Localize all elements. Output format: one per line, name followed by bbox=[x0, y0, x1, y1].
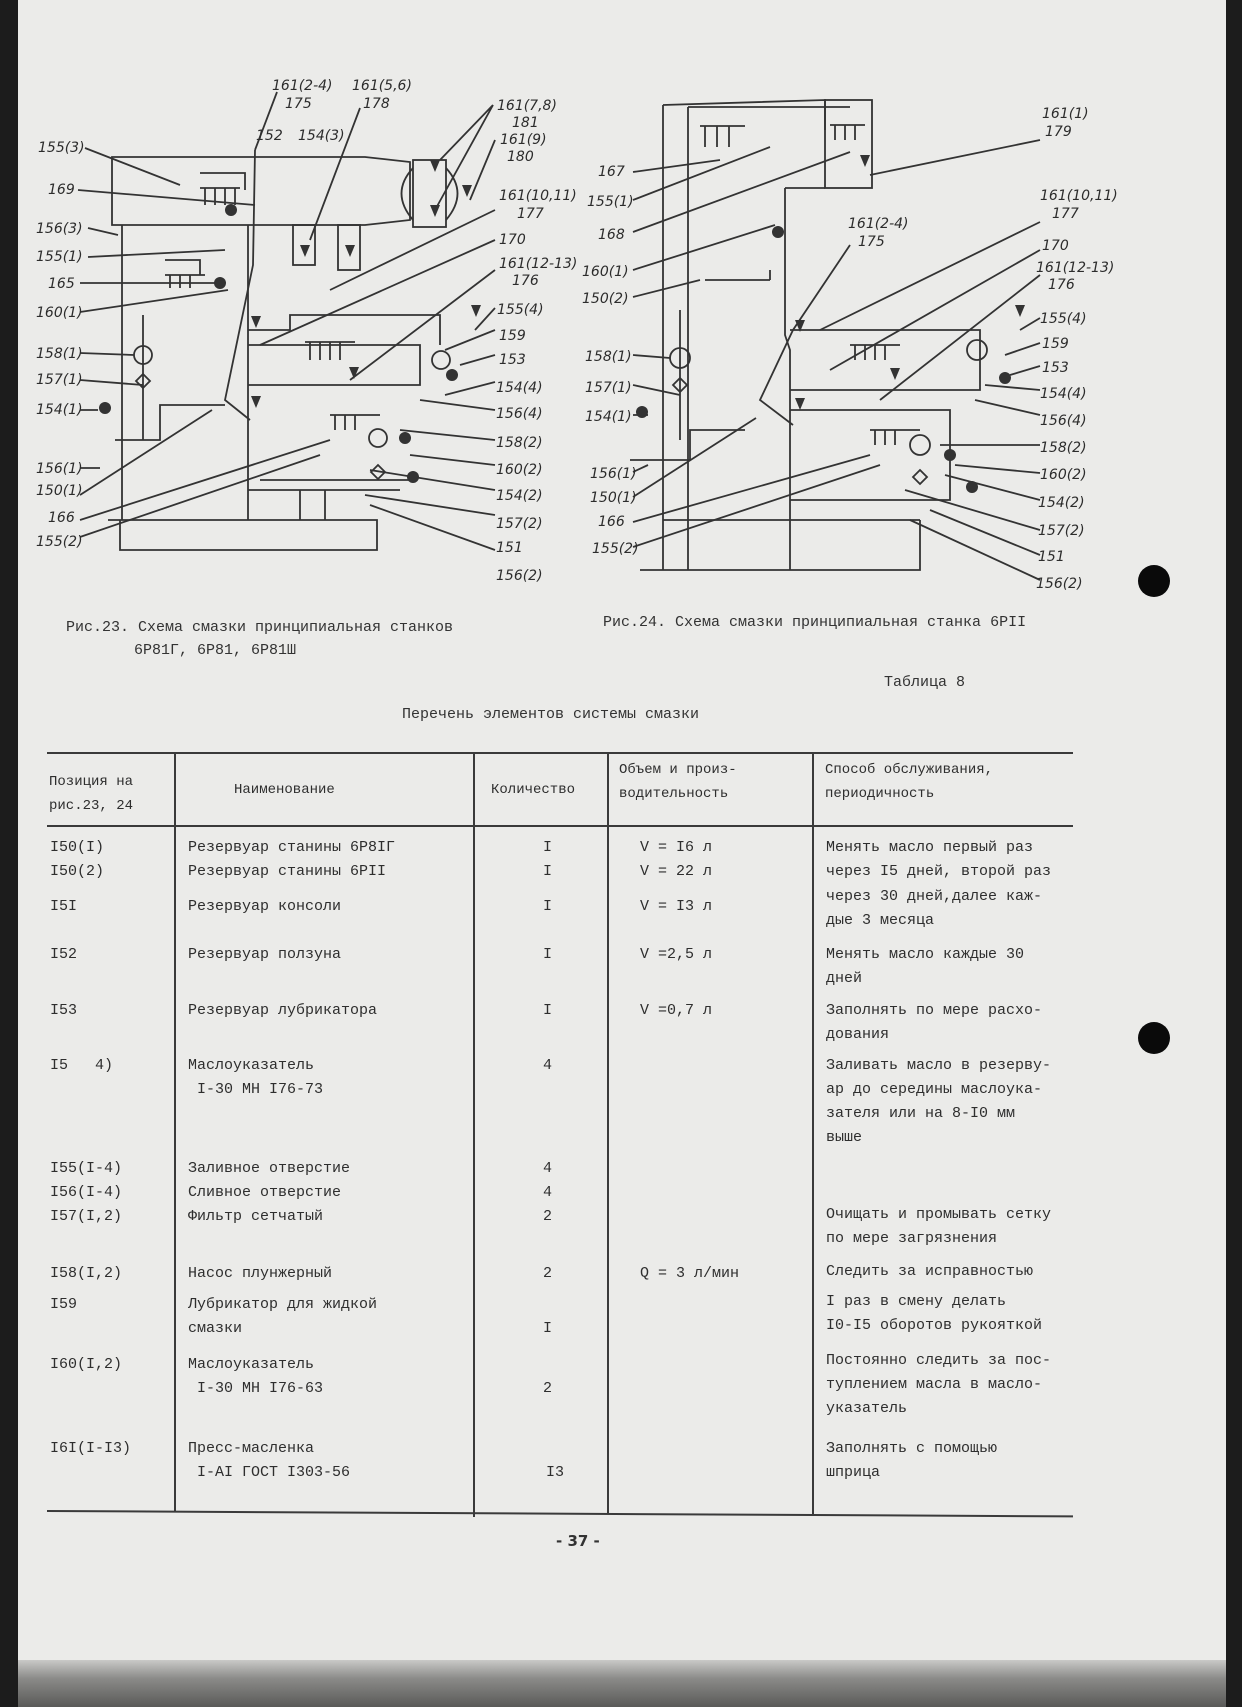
cell-name: Резервуар ползуна bbox=[188, 946, 342, 963]
callout-label: 177 bbox=[517, 206, 544, 222]
callout-label: 165 bbox=[48, 276, 75, 292]
callout-label: 150(1) bbox=[36, 483, 83, 499]
callout-label: 154(2) bbox=[1038, 495, 1085, 511]
column-divider bbox=[473, 752, 475, 1517]
callout-label: 161(1) bbox=[1042, 106, 1089, 122]
callout-label: 161(2-4) bbox=[848, 216, 909, 232]
callout-label: 154(1) bbox=[36, 402, 83, 418]
cell-quantity: I bbox=[543, 946, 553, 963]
cell-name: Маслоуказатель I-30 МН I76-63 bbox=[188, 1356, 324, 1397]
lubrication-diagrams bbox=[0, 0, 1242, 600]
cell-quantity: I bbox=[543, 1320, 553, 1337]
callout-label: 156(2) bbox=[496, 568, 543, 584]
cell-position: I56(I-4) bbox=[50, 1184, 123, 1201]
callout-label: 156(3) bbox=[36, 221, 83, 237]
cell-quantity: I bbox=[543, 1002, 553, 1019]
callout-label: 181 bbox=[512, 115, 539, 131]
header-name: Наименование bbox=[234, 782, 335, 798]
callout-label: 155(2) bbox=[36, 534, 83, 550]
callout-label: 153 bbox=[499, 352, 526, 368]
column-divider bbox=[174, 752, 176, 1512]
cell-service: Заливать масло в резерву- ар до середины маслоука- зателя или на 8-I0 мм выше bbox=[826, 1057, 1052, 1146]
cell-position: I55(I-4) bbox=[50, 1160, 123, 1177]
callout-label: 158(2) bbox=[496, 435, 543, 451]
figure23-caption-models: 6Р81Г, 6Р81, 6Р81Ш bbox=[134, 642, 297, 659]
callout-label: 153 bbox=[1042, 360, 1069, 376]
callout-label: 159 bbox=[1042, 336, 1069, 352]
callout-label: 180 bbox=[507, 149, 534, 165]
callout-label: 154(2) bbox=[496, 488, 543, 504]
cell-quantity: I bbox=[543, 863, 553, 880]
callout-label: 155(1) bbox=[36, 249, 83, 265]
callout-label: 169 bbox=[48, 182, 75, 198]
callout-label: 158(1) bbox=[585, 349, 632, 365]
cell-name: Сливное отверстие bbox=[188, 1184, 342, 1201]
callout-label: 159 bbox=[499, 328, 526, 344]
callout-label: 155(3) bbox=[38, 140, 85, 156]
callout-label: 156(2) bbox=[1036, 576, 1083, 592]
callout-label: 161(10,11) bbox=[1040, 188, 1118, 204]
callout-label: 168 bbox=[598, 227, 625, 243]
cell-position: I57(I,2) bbox=[50, 1208, 123, 1225]
cell-volume: V = I3 л bbox=[640, 898, 713, 915]
table-title: Перечень элементов системы смазки bbox=[402, 706, 700, 723]
cell-quantity: 2 bbox=[543, 1208, 553, 1225]
cell-position: I60(I,2) bbox=[50, 1356, 123, 1373]
table-top-border bbox=[47, 752, 1073, 754]
callout-label: 177 bbox=[1052, 206, 1079, 222]
callout-label: 179 bbox=[1045, 124, 1072, 140]
callout-label: 160(2) bbox=[496, 462, 543, 478]
cell-position: I6I(I-I3) bbox=[50, 1440, 132, 1457]
cell-position: I53 bbox=[50, 1002, 78, 1019]
callout-label: 154(3) bbox=[298, 128, 345, 144]
cell-service: Заполнять с помощью шприца bbox=[826, 1440, 998, 1481]
callout-label: 150(1) bbox=[590, 490, 637, 506]
cell-position: I5I bbox=[50, 898, 78, 915]
header-volume: Объем и произ- водительность bbox=[619, 762, 737, 802]
cell-service: Заполнять по мере расхо- дования bbox=[826, 1002, 1043, 1043]
callout-label: 161(12-13) bbox=[1036, 260, 1115, 276]
figure23-caption: Рис.23. Схема смазки принципиальная станков bbox=[66, 619, 454, 636]
callout-label: 154(4) bbox=[1040, 386, 1087, 402]
callout-label: 155(4) bbox=[1040, 311, 1087, 327]
callout-label: 166 bbox=[598, 514, 625, 530]
header-quantity: Количество bbox=[491, 782, 576, 798]
callout-label: 160(1) bbox=[582, 264, 629, 280]
cell-name: Насос плунжерный bbox=[188, 1265, 333, 1282]
cell-service: I раз в смену делать I0-I5 оборотов рукояткой bbox=[826, 1293, 1043, 1334]
callout-label: 151 bbox=[1038, 549, 1065, 565]
callout-label: 157(2) bbox=[496, 516, 543, 532]
cell-position: I58(I,2) bbox=[50, 1265, 123, 1282]
callout-label: 161(7,8) bbox=[497, 98, 557, 114]
cell-volume: Q = 3 л/мин bbox=[640, 1265, 740, 1282]
cell-position: I50(2) bbox=[50, 863, 105, 880]
cell-name: Заливное отверстие bbox=[188, 1160, 351, 1177]
callout-label: 170 bbox=[1042, 238, 1069, 254]
callout-label: 160(2) bbox=[1040, 467, 1087, 483]
cell-position: I52 bbox=[50, 946, 78, 963]
callout-label: 161(12-13) bbox=[499, 256, 578, 272]
cell-position: I59 bbox=[50, 1296, 78, 1313]
callout-label: 152 bbox=[256, 128, 283, 144]
cell-volume: V = I6 л bbox=[640, 839, 713, 856]
callout-label: 157(1) bbox=[585, 380, 632, 396]
table-number: Таблица 8 bbox=[884, 674, 966, 691]
cell-name: Фильтр сетчатый bbox=[188, 1208, 324, 1225]
cell-volume: V =0,7 л bbox=[640, 1002, 713, 1019]
cell-position: I5 4) bbox=[50, 1057, 114, 1074]
callout-label: 166 bbox=[48, 510, 75, 526]
page-fold-edge bbox=[18, 1660, 1226, 1707]
cell-volume: V = 22 л bbox=[640, 863, 713, 880]
cell-volume: V =2,5 л bbox=[640, 946, 713, 963]
cell-position: I50(I) bbox=[50, 839, 105, 856]
page-number: - 37 - bbox=[556, 1532, 600, 1550]
cell-service: Очищать и промывать сетку по мере загрязнения bbox=[826, 1206, 1052, 1247]
callout-label: 176 bbox=[1048, 277, 1075, 293]
callout-label: 157(2) bbox=[1038, 523, 1085, 539]
cell-name: Резервуар лубрикатора bbox=[188, 1002, 378, 1019]
callout-label: 154(1) bbox=[585, 409, 632, 425]
callout-label: 151 bbox=[496, 540, 523, 556]
callout-label: 154(4) bbox=[496, 380, 543, 396]
callout-label: 161(5,6) bbox=[352, 78, 412, 94]
cell-quantity: 2 bbox=[543, 1380, 553, 1397]
cell-name: Резервуар станины 6Р8IГ bbox=[188, 839, 396, 856]
cell-quantity: 4 bbox=[543, 1184, 553, 1201]
cell-service: через 30 дней,далее каж- дые 3 месяца bbox=[826, 888, 1043, 929]
callout-label: 175 bbox=[858, 234, 885, 250]
callout-label: 161(2-4) bbox=[272, 78, 333, 94]
cell-quantity: 4 bbox=[543, 1057, 553, 1074]
header-service: Способ обслуживания, периодичность bbox=[825, 762, 994, 802]
callout-label: 156(1) bbox=[36, 461, 83, 477]
cell-service: Постоянно следить за пос- туплением масла в масло- указатель bbox=[826, 1352, 1052, 1417]
cell-quantity: I bbox=[543, 839, 553, 856]
figure24-drawing bbox=[630, 100, 1040, 580]
cell-service: Следить за исправностью bbox=[826, 1263, 1034, 1280]
figure24-caption: Рис.24. Схема смазки принципиальная станка 6РII bbox=[603, 614, 1027, 631]
callout-label: 167 bbox=[598, 164, 625, 180]
column-divider bbox=[607, 752, 609, 1514]
callout-label: 157(1) bbox=[36, 372, 83, 388]
callout-label: 175 bbox=[285, 96, 312, 112]
callout-label: 156(4) bbox=[1040, 413, 1087, 429]
cell-service: Менять масло каждые 30 дней bbox=[826, 946, 1025, 987]
callout-label: 155(1) bbox=[587, 194, 634, 210]
cell-name: Маслоуказатель I-30 МН I76-73 bbox=[188, 1057, 324, 1098]
cell-name: Резервуар станины 6РII bbox=[188, 863, 387, 880]
callout-label: 170 bbox=[499, 232, 526, 248]
callout-label: 156(1) bbox=[590, 466, 637, 482]
cell-service: Менять масло первый раз bbox=[826, 839, 1034, 856]
callout-label: 160(1) bbox=[36, 305, 83, 321]
column-divider bbox=[812, 752, 814, 1516]
table-header-border bbox=[47, 825, 1073, 827]
binder-hole bbox=[1138, 1022, 1170, 1054]
cell-name: Лубрикатор для жидкой смазки bbox=[188, 1296, 378, 1337]
callout-label: 155(2) bbox=[592, 541, 639, 557]
callout-label: 155(4) bbox=[497, 302, 544, 318]
cell-name: Резервуар консоли bbox=[188, 898, 342, 915]
callout-label: 161(10,11) bbox=[499, 188, 577, 204]
cell-name: Пресс-масленка I-AI ГОСТ I303-56 bbox=[188, 1440, 351, 1481]
callout-label: 158(2) bbox=[1040, 440, 1087, 456]
cell-quantity: I bbox=[543, 898, 553, 915]
callout-label: 156(4) bbox=[496, 406, 543, 422]
cell-quantity: I3 bbox=[546, 1464, 565, 1481]
header-position: Позиция на рис.23, 24 bbox=[49, 774, 134, 814]
cell-quantity: 4 bbox=[543, 1160, 553, 1177]
cell-quantity: 2 bbox=[543, 1265, 553, 1282]
callout-label: 176 bbox=[512, 273, 539, 289]
callout-label: 158(1) bbox=[36, 346, 83, 362]
callout-label: 150(2) bbox=[582, 291, 629, 307]
callout-label: 178 bbox=[363, 96, 390, 112]
callout-label: 161(9) bbox=[500, 132, 547, 148]
cell-service: через I5 дней, второй раз bbox=[826, 863, 1052, 880]
